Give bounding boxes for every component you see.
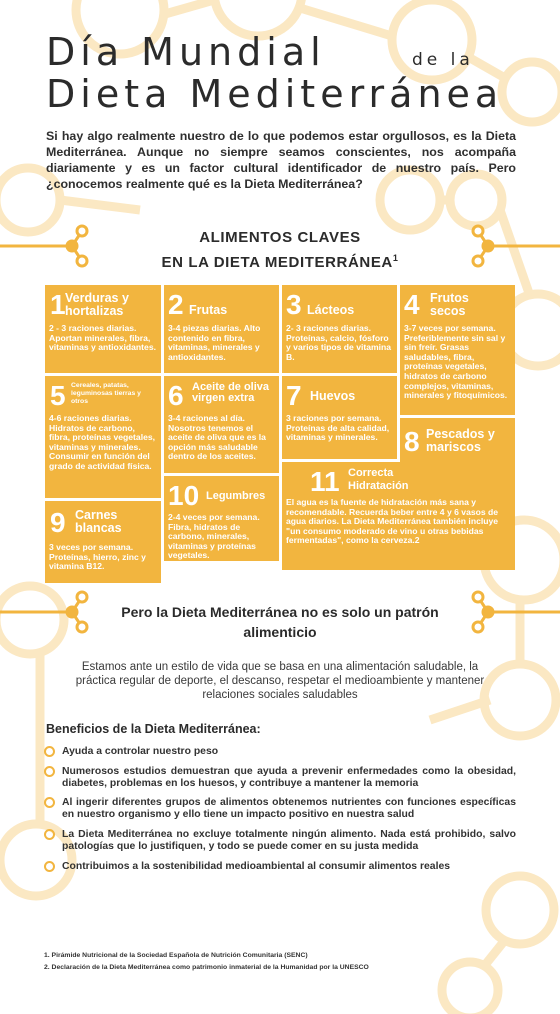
molecule-connector-icon: [0, 588, 100, 638]
food-description: 2 - 3 raciones diarias. Aportan minerales, fibra, vitaminas y antioxidantes.: [49, 323, 156, 353]
food-description: 3 raciones por semana. Proteínas de alta calidad, vitaminas y minerales.: [286, 413, 390, 443]
food-name: Cereales, patatas, leguminosas tierras y otros: [71, 382, 141, 405]
food-description: 3-4 piezas diarias. Alto contenido en fibra, vitaminas, minerales y antioxidantes.: [168, 323, 261, 362]
section-title-lifestyle: Pero la Dieta Mediterránea no es solo un patrón alimenticio: [121, 604, 439, 640]
food-name: Aceite de oliva virgen extra: [192, 381, 270, 404]
food-card: [400, 285, 515, 415]
food-card: [282, 462, 515, 570]
benefits-title: Beneficios de la Dieta Mediterránea:: [46, 722, 261, 736]
food-number: 11: [310, 466, 340, 497]
food-card: [164, 285, 279, 373]
circle-bullet-icon: [44, 797, 55, 808]
food-name: Carnes blancas: [75, 508, 122, 535]
circle-bullet-icon: [44, 829, 55, 840]
key-foods-grid: [45, 285, 515, 583]
food-description: 3-4 raciones al día. Nosotros tenemos el aceite de oliva que es la opción más saludable dentro de los aceites.: [168, 413, 266, 462]
footnote-ref: 1: [392, 253, 399, 263]
circle-bullet-icon: [44, 861, 55, 872]
food-name: Correcta Hidratación: [348, 467, 409, 492]
food-number: 7: [286, 380, 302, 411]
list-item: [44, 746, 516, 758]
food-description: 3-7 veces por semana. Preferiblemente sin sal y sin freír. Grasas saludables, fibra, proteínas vegetales, hidratos de carbono complejos, vitaminas, minerales y fitoquímicos.: [404, 323, 508, 401]
food-description: 2- 3 raciones diarias. Proteínas, calcio, fósforo y varios tipos de vitamina B.: [286, 323, 392, 362]
benefit-text: Contribuimos a la sostenibilidad medioambiental al consumir alimentos reales: [62, 860, 451, 872]
page-title-line2: Dieta Mediterránea: [46, 72, 504, 116]
circle-bullet-icon: [44, 746, 55, 757]
benefits-list: [44, 746, 516, 880]
benefit-text: La Dieta Mediterránea no excluye totalmente ningún alimento. Nada está prohibido, salvo patologías que lo justifiquen, y todo se puede comer en su justa medida: [62, 828, 516, 852]
food-name: Huevos: [310, 389, 356, 403]
food-description: 4-6 raciones diarias. Hidratos de carbono, fibra, proteínas vegetales, vitaminas y minerales. Consumir en función del grado de actividad física.: [49, 413, 156, 471]
food-card: [45, 501, 161, 583]
circle-bullet-icon: [44, 766, 55, 777]
food-name: Frutos secos: [430, 291, 469, 318]
molecule-connector-icon: [0, 222, 100, 272]
benefit-text: Numerosos estudios demuestran que ayuda a prevenir enfermedades como la obesidad, diabetes, problemas en los huesos, y contribuye a mantener la memoria: [62, 765, 516, 789]
benefit-text: Al ingerir diferentes grupos de alimentos obtenemos nutrientes con funciones específicas en nuestro organismo y ello tiene un impacto positivo en nuestra salud: [62, 797, 516, 821]
food-card: [282, 285, 397, 373]
food-card: [164, 476, 279, 561]
food-number: 8: [404, 426, 420, 457]
food-name: Frutas: [189, 303, 228, 317]
food-number: 10: [168, 480, 200, 511]
food-number: 2: [168, 289, 184, 320]
list-item: [44, 829, 516, 853]
food-description: 3 veces por semana. Proteínas, hierro, zinc y vitamina B12.: [49, 542, 146, 572]
food-number: 4: [404, 289, 420, 320]
food-number: 9: [50, 507, 66, 538]
food-name: Pescados y mariscos: [426, 427, 495, 454]
food-card: [282, 376, 397, 459]
footnote: 2. Declaración de la Dieta Mediterránea como patrimonio inmaterial de la Humanidad por la UNESCO: [44, 964, 369, 971]
list-item: [44, 861, 516, 873]
page-title-line1: Día Mundial: [46, 30, 326, 74]
food-number: 5: [50, 380, 66, 411]
food-number: 3: [286, 289, 302, 320]
benefit-text: Ayuda a controlar nuestro peso: [62, 746, 219, 757]
footnotes: [44, 950, 524, 974]
molecule-connector-icon: [460, 588, 560, 638]
footnote: 1. Pirámide Nutricional de la Sociedad Española de Nutrición Comunitaria (SENC): [44, 952, 308, 959]
section-title-key-foods: [120, 228, 440, 273]
food-description: El agua es la fuente de hidratación más sana y recomendable. Recuerda beber entre 4 y 6 vasos de agua diarios. La Dieta Mediterránea también incluye "un consumo moderado de vino u otras bebidas fermentadas", como la cerveza.2: [286, 497, 499, 546]
food-description: 2-4 veces por semana. Fibra, hidratos de carbono, minerales, vitaminas y proteínas vegetales.: [168, 512, 260, 561]
lifestyle-paragraph: Estamos ante un estilo de vida que se basa en una alimentación saludable, la práctica regular de deporte, el descanso, respetar el medioambiente y mantener relaciones sociales saludables: [75, 661, 485, 701]
food-number: 1: [50, 289, 66, 320]
molecule-connector-icon: [460, 222, 560, 272]
section-title-line1: ALIMENTOS CLAVES: [199, 229, 361, 246]
food-card: [164, 376, 279, 473]
food-card: [45, 285, 161, 373]
list-item: [44, 766, 516, 790]
list-item: [44, 797, 516, 821]
food-name: Verduras y hortalizas: [65, 291, 129, 318]
intro-paragraph: Si hay algo realmente nuestro de lo que podemos estar orgullosos, es la Dieta Mediterránea. Aunque no siempre seamos conscientes, nos acompaña diariamente y es un factor cultural identificador de nuestro país. Pero ¿conocemos realmente qué es la Dieta Mediterránea?: [46, 129, 516, 191]
food-number: 6: [168, 380, 184, 411]
food-name: Lácteos: [307, 303, 355, 317]
section-title-line2: EN LA DIETA MEDITERRÁNEA$^1$: [161, 253, 399, 271]
food-card: [45, 376, 161, 498]
food-name: Legumbres: [206, 490, 266, 502]
page-title-connector: de la: [412, 50, 474, 70]
